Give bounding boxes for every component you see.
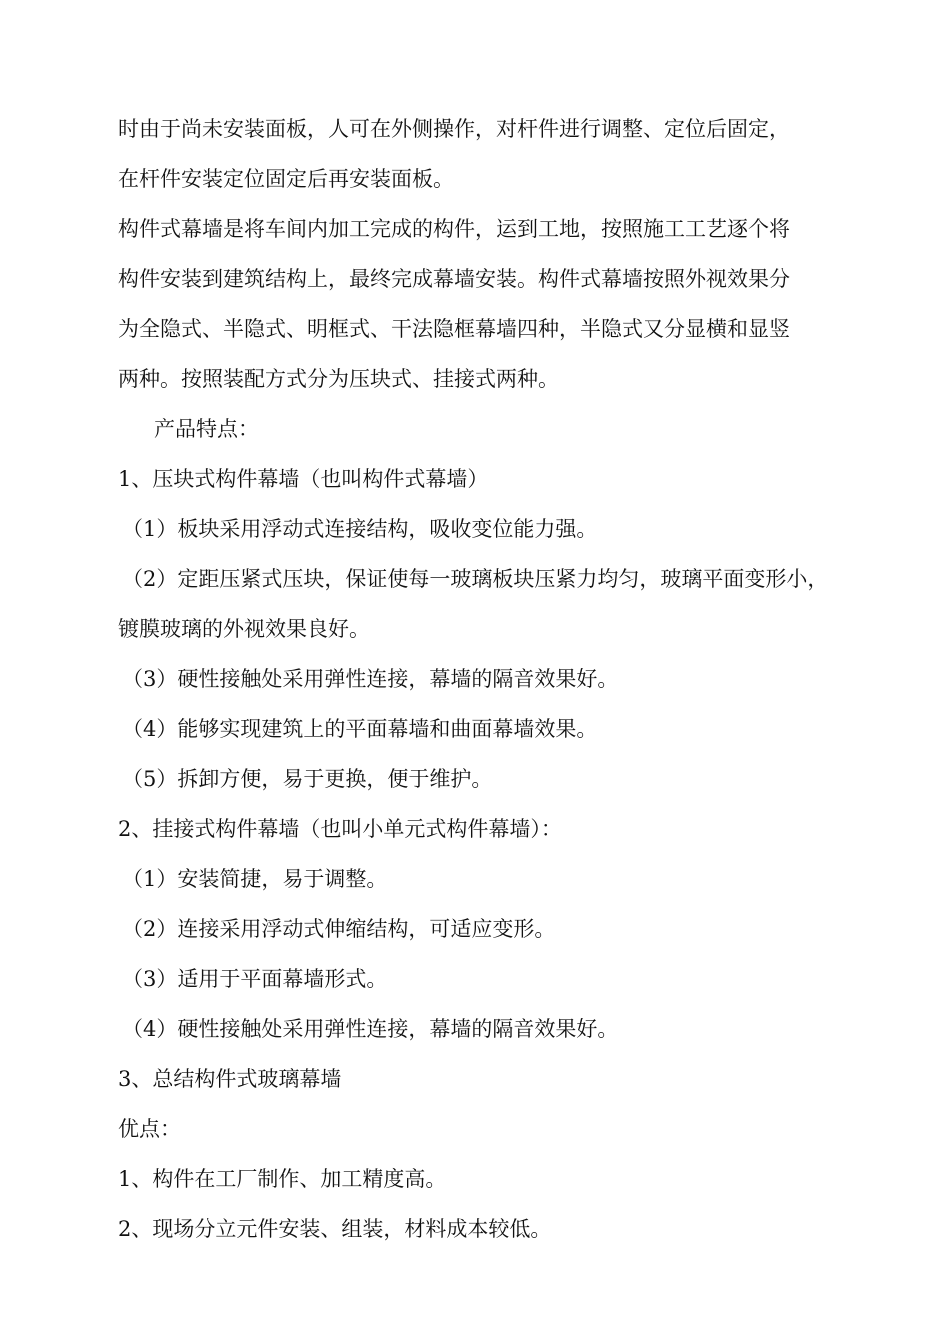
list-item: （1）安装简捷，易于调整。	[122, 867, 388, 891]
paragraph-line: 时由于尚未安装面板，人可在外侧操作，对杆件进行调整、定位后固定，	[118, 117, 790, 141]
paragraph-line: 两种。按照装配方式分为压块式、挂接式两种。	[118, 367, 559, 391]
list-item: （2）定距压紧式压块，保证使每一玻璃板块压紧力均匀，玻璃平面变形小，	[122, 567, 829, 591]
list-item: （3）适用于平面幕墙形式。	[122, 967, 388, 991]
list-item: （3）硬性接触处采用弹性连接，幕墙的隔音效果好。	[122, 667, 619, 691]
list-item-continuation: 镀膜玻璃的外视效果良好。	[118, 617, 370, 641]
section-heading: 产品特点：	[154, 417, 259, 441]
list-item: （2）连接采用浮动式伸缩结构，可适应变形。	[122, 917, 556, 941]
document-body	[118, 104, 868, 1254]
list-item: （5）拆卸方便，易于更换，便于维护。	[122, 767, 493, 791]
paragraph-line: 在杆件安装定位固定后再安装面板。	[118, 167, 454, 191]
list-item: 2、现场分立元件安装、组装，材料成本较低。	[118, 1217, 552, 1241]
list-heading: 2、挂接式构件幕墙（也叫小单元式构件幕墙）：	[118, 817, 562, 841]
list-heading: 3、总结构件式玻璃幕墙	[118, 1067, 342, 1091]
list-item: （1）板块采用浮动式连接结构，吸收变位能力强。	[122, 517, 598, 541]
list-heading: 1、压块式构件幕墙（也叫构件式幕墙）	[118, 467, 489, 491]
paragraph-line: 为全隐式、半隐式、明框式、干法隐框幕墙四种，半隐式又分显横和显竖	[118, 317, 790, 341]
paragraph-line: 构件式幕墙是将车间内加工完成的构件，运到工地，按照施工工艺逐个将	[118, 217, 790, 241]
list-item: （4）能够实现建筑上的平面幕墙和曲面幕墙效果。	[122, 717, 598, 741]
list-item: （4）硬性接触处采用弹性连接，幕墙的隔音效果好。	[122, 1017, 619, 1041]
list-item: 1、构件在工厂制作、加工精度高。	[118, 1167, 447, 1191]
subheading: 优点：	[118, 1117, 181, 1141]
paragraph-line: 构件安装到建筑结构上，最终完成幕墙安装。构件式幕墙按照外视效果分	[118, 267, 790, 291]
